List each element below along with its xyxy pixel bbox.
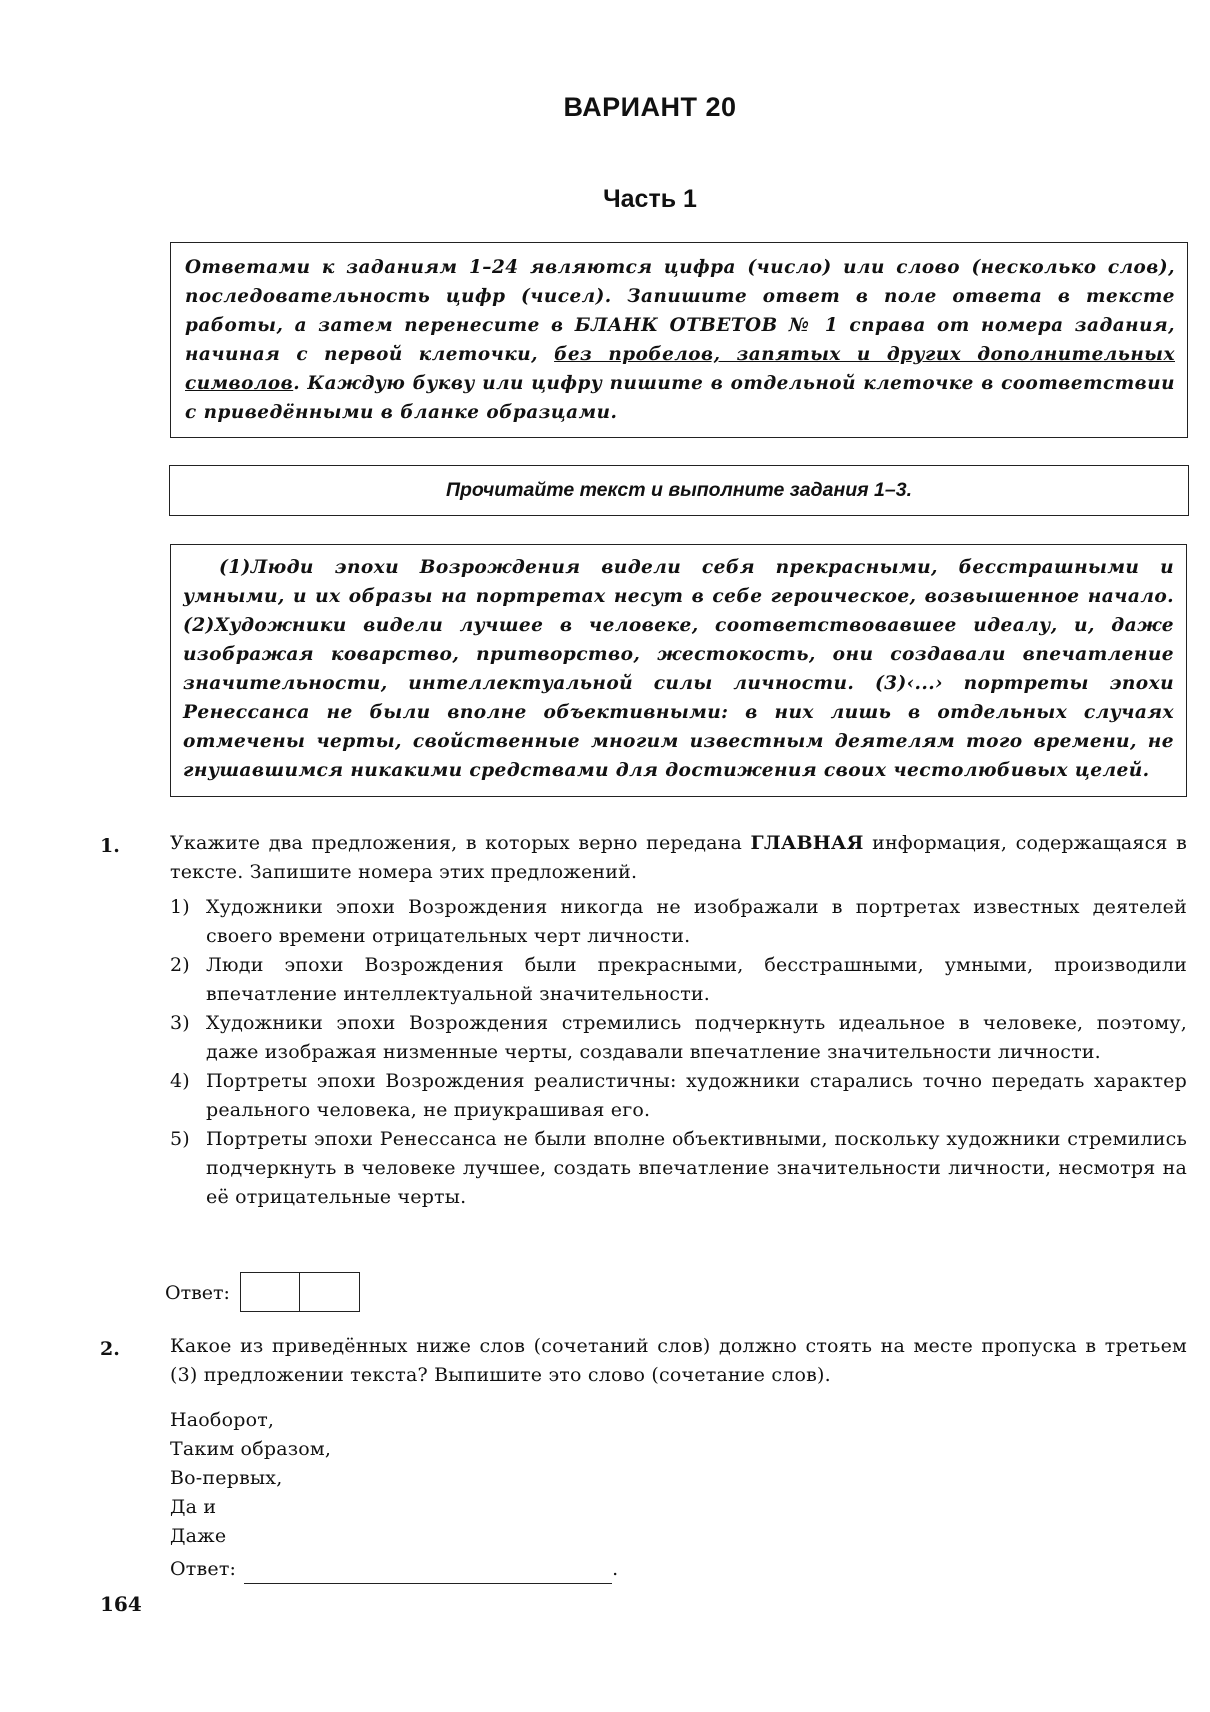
task1-option <box>170 951 1187 1009</box>
task2-answer-end: . <box>612 1558 619 1580</box>
option-number: 3) <box>170 1012 190 1034</box>
task1-question-post: информация, содержащаяся в тексте. Запишите номера этих предложений. <box>170 832 1187 883</box>
part-title: Часть 1 <box>603 185 697 213</box>
task2-word: Наоборот, <box>170 1409 275 1431</box>
answer-cell-2[interactable] <box>300 1272 360 1312</box>
option-text: Художники эпохи Возрождения никогда не изображали в портретах известных деятелей своего времени отрицательных черт личности. <box>206 896 1187 947</box>
task1-body <box>170 829 1187 1212</box>
task1-option <box>170 1009 1187 1067</box>
task2-question: Какое из приведённых ниже слов (сочетаний слов) должно стоять на месте пропуска в третьем (3) предложении текста? Выпишите это слово (сочетание слов). <box>170 1335 1187 1386</box>
task2-word: Во-первых, <box>170 1467 283 1489</box>
task2-word: Даже <box>170 1525 227 1547</box>
option-text: Портреты эпохи Ренессанса не были вполне объективными, поскольку художники стремились подчеркнуть в человеке лучшее, создать впечатление значительности личности, несмотря на её отрицательные черты. <box>206 1128 1187 1208</box>
task1-option <box>170 1125 1187 1212</box>
task1-options <box>170 893 1187 1212</box>
task2-answer-label: Ответ: <box>170 1558 237 1580</box>
read-prompt-box: Прочитайте текст и выполните задания 1–3. <box>169 465 1189 516</box>
task1-answer <box>165 1262 360 1304</box>
task2-word-list <box>170 1406 1187 1551</box>
option-number: 5) <box>170 1128 190 1150</box>
task2-body <box>170 1332 1187 1584</box>
task1-question-pre: Укажите два предложения, в которых верно передана <box>170 832 751 854</box>
task2-answer-line[interactable] <box>244 1561 612 1584</box>
option-text: Художники эпохи Возрождения стремились подчеркнуть идеальное в человеке, поэтому, даже изображая низменные черты, создавали впечатление значительности личности. <box>206 1012 1187 1063</box>
task1-option <box>170 893 1187 951</box>
option-number: 2) <box>170 954 190 976</box>
task2-answer <box>170 1555 1187 1584</box>
option-text: Портреты эпохи Возрождения реалистичны: художники старались точно передать характер реального человека, не приукрашивая его. <box>206 1070 1187 1121</box>
option-number: 4) <box>170 1070 190 1092</box>
task1-question-bold: ГЛАВНАЯ <box>750 832 864 854</box>
task2-word: Да и <box>170 1496 217 1518</box>
passage-text: (1)Люди эпохи Возрождения видели себя прекрасными, бесстрашными и умными, и их образы на портретах несут в себе героическое, возвышенное начало. (2)Художники видели лучшее в человеке, соответствовавшее идеалу, и, даже изображая коварство, притворство, жестокость, они создавали впечатление значительности, интеллектуальной силы личности. (3)‹...› портреты эпохи Ренессанса не были вполне объективными: в них лишь в отдельных случаях отмечены черты, свойственные многим известным деятелям того времени, не гнушавшимся никакими средствами для достижения своих честолюбивых целей. <box>183 557 1174 781</box>
task1-question <box>170 829 1187 887</box>
task2-word: Таким образом, <box>170 1438 332 1460</box>
instructions-text: Ответами к заданиям 1–24 являются цифра (число) или слово (несколько слов), последовательность цифр (чисел). Запишите ответ в поле ответа в тексте работы, а затем перенесите в БЛАНК ОТВЕТОВ № 1 справа от номера задания, начиная с первой клеточки, <box>185 257 1175 365</box>
option-number: 1) <box>170 896 190 918</box>
answer-cell-1[interactable] <box>240 1272 300 1312</box>
instructions-text-end: . Каждую букву или цифру пишите в отдельной клеточке в соответствии с приведёнными в бланке образцами. <box>185 373 1175 423</box>
instructions-underlined: без пробелов, запятых и других дополнительных символов <box>185 344 1175 394</box>
variant-title: ВАРИАНТ 20 <box>563 92 737 122</box>
option-text: Люди эпохи Возрождения были прекрасными, бесстрашными, умными, производили впечатление интеллектуальной значительности. <box>206 954 1187 1005</box>
task1-number: 1. <box>100 835 120 857</box>
page-number: 164 <box>100 1592 142 1616</box>
task1-option <box>170 1067 1187 1125</box>
task1-answer-cells <box>240 1272 360 1312</box>
task1-answer-label: Ответ: <box>165 1282 230 1304</box>
task2-number: 2. <box>100 1338 120 1360</box>
instructions-box <box>170 242 1188 438</box>
passage-box <box>170 544 1187 797</box>
